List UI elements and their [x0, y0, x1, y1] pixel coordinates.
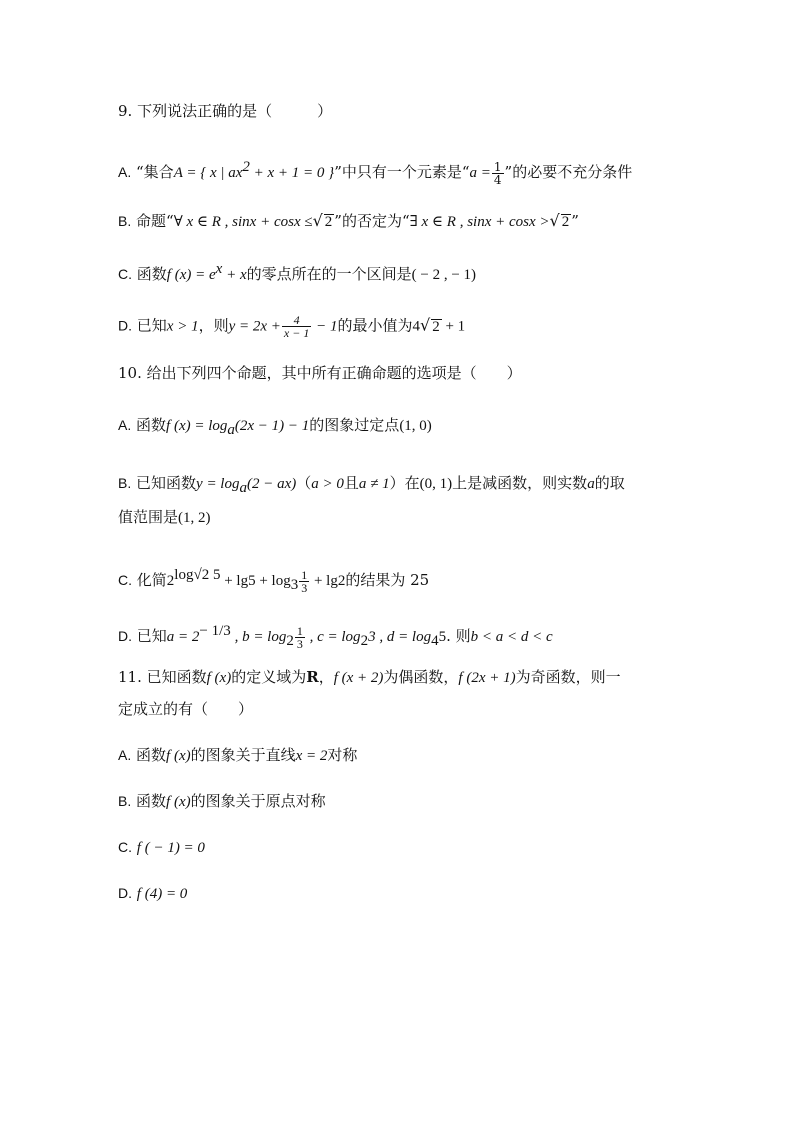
text: 函数 [136, 416, 167, 434]
text: （ [296, 474, 312, 492]
fraction [282, 314, 311, 339]
text: “集合 [136, 163, 174, 181]
math-sub: a [239, 480, 247, 496]
math: f (2x + 1) [458, 670, 516, 686]
math: f (x) = e [166, 267, 216, 283]
math: f (x) [206, 670, 232, 686]
text: ）在 [389, 474, 420, 492]
q9-stem-text: 9. 下列说法正确的是（ ） [118, 102, 333, 120]
option-label: C. [118, 572, 132, 588]
math: (1, 0) [399, 418, 432, 434]
option-label: B. [118, 475, 132, 491]
text: 的取 [594, 474, 625, 492]
fraction-den: 3 [301, 580, 308, 595]
text: . 则 [446, 627, 471, 645]
math: + 1 [441, 318, 466, 335]
text: 函数 [136, 746, 167, 764]
option-label: A. [118, 164, 132, 180]
text: 函数 [136, 265, 167, 283]
text: 的图象过定点 [309, 416, 400, 434]
math: 4 [412, 318, 420, 335]
math: f (x) [166, 794, 191, 810]
text: ，则 [198, 316, 229, 335]
math-bold: R [306, 668, 319, 686]
fraction-num: 4 [282, 314, 311, 327]
math: + x [222, 267, 247, 283]
text: 已知 [136, 316, 167, 335]
option-label: C. [118, 266, 132, 282]
fraction [492, 161, 504, 186]
fraction-den: 3 [296, 636, 303, 651]
math-sup: − 1/3 [199, 623, 231, 639]
math: = { x | ax [182, 165, 243, 181]
text: 的图象关于原点对称 [190, 792, 326, 810]
option-label: B. [118, 793, 132, 809]
text: ， [318, 668, 334, 686]
fraction-num: 1 [301, 567, 308, 582]
text: 为偶函数， [383, 668, 459, 686]
radicand: 2 [432, 318, 440, 335]
text: ” [571, 212, 579, 230]
text: ”的否定为“ [334, 212, 410, 230]
math: ( − 2 , − 1) [411, 267, 477, 283]
option-label: D. [118, 317, 132, 334]
q11-stem [118, 666, 621, 689]
text: 的定义域为 [231, 668, 307, 686]
math-sup: x [215, 261, 223, 277]
q11-stem-cont [118, 698, 253, 720]
text: 定成立的有（ ） [118, 700, 254, 718]
math: x = 2 [295, 748, 328, 764]
math: y = log [196, 476, 240, 492]
math: a > 0 [311, 476, 344, 492]
q9-option-d [118, 314, 465, 339]
q10-option-c [118, 564, 429, 596]
sqrt-icon: √ [549, 211, 560, 230]
math: b < a < d < c [470, 629, 553, 645]
q10-option-d [118, 620, 553, 652]
fraction-num: 1 [493, 159, 502, 174]
math: (2x − 1) − 1 [234, 418, 310, 434]
text: 的最小值为 [337, 316, 413, 335]
math: f (x) = log [166, 418, 228, 434]
math: − 1 [312, 318, 338, 335]
fraction [299, 569, 309, 594]
sqrt-icon: √ [419, 315, 431, 335]
text: 已知 [136, 627, 167, 645]
math: ∀ x ∈ R , sinx + cosx ≤ [173, 214, 313, 230]
text: 值范围是 [118, 508, 179, 526]
math: f (4) = 0 [136, 886, 188, 902]
math: , b = log [230, 629, 287, 645]
q10-option-b [118, 472, 625, 499]
math: f (x) [166, 748, 191, 764]
math: a = [469, 165, 491, 181]
text: 函数 [136, 792, 167, 810]
math: 5 [438, 629, 447, 645]
text: 的图象关于直线 [190, 746, 296, 764]
math: 2 [166, 573, 175, 589]
math: + lg5 + log [220, 573, 291, 589]
math-sub: 2 [360, 633, 369, 649]
option-label: A. [118, 747, 132, 763]
math: f ( − 1) = 0 [136, 840, 205, 856]
sqrt-icon: √ [312, 211, 323, 230]
fraction [295, 625, 305, 650]
math: , c = log [305, 629, 361, 645]
text: 的零点所在的一个区间是 [246, 265, 412, 283]
radicand: 2 [324, 214, 333, 230]
math: (1, 2) [178, 510, 211, 526]
text: 化简 [136, 571, 167, 589]
q10-option-b-cont [118, 506, 211, 529]
text: 的结果为 25 [345, 571, 430, 589]
math-sub: 4 [431, 633, 439, 649]
q9-stem [118, 100, 332, 122]
math: x > 1 [166, 318, 199, 335]
q10-stem-text: 10. 给出下列四个命题，其中所有正确命题的选项是（ ） [118, 364, 522, 382]
q11-option-d [118, 882, 187, 905]
math: A [173, 165, 183, 181]
q11-option-a [118, 744, 357, 767]
math-sup: 2 [242, 159, 250, 175]
text: 且 [343, 474, 359, 492]
math-sub: a [227, 422, 235, 438]
math: a ≠ 1 [358, 476, 390, 492]
option-label: D. [118, 628, 132, 644]
option-label: C. [118, 839, 132, 855]
math: (2 − ax) [246, 476, 297, 492]
radicand: 2 [561, 214, 570, 230]
q10-stem [118, 362, 522, 384]
math-sub: 3 [290, 577, 299, 593]
math: a [587, 476, 595, 492]
math: + x + 1 = 0 } [249, 165, 335, 181]
fraction-den: x − 1 [283, 326, 310, 340]
text: ”中只有一个元素是“ [334, 163, 470, 181]
q9-option-a [118, 156, 632, 186]
text: 11. 已知函数 [118, 668, 207, 686]
math: + lg2 [310, 573, 346, 589]
text: 已知函数 [136, 474, 197, 492]
math: y = 2x + [228, 318, 281, 335]
q10-option-a [118, 414, 432, 441]
option-label: D. [118, 885, 132, 901]
text: 为奇函数，则一 [515, 668, 621, 686]
fraction-den: 4 [493, 172, 502, 187]
math: (0, 1) [419, 476, 453, 492]
text: ”的必要不充分条件 [504, 163, 633, 181]
option-label: B. [118, 213, 132, 229]
q9-option-b [118, 210, 579, 233]
q9-option-c [118, 258, 476, 286]
text: 命题“ [136, 212, 174, 230]
math: f (x + 2) [333, 670, 384, 686]
math: ∃ x ∈ R , sinx + cosx > [409, 214, 550, 230]
math-sup: log√2 5 [174, 567, 221, 583]
math: 3 , d = log [368, 629, 432, 645]
option-label: A. [118, 417, 132, 433]
q11-option-c [118, 836, 205, 859]
math-sub: 2 [286, 633, 294, 649]
text: 上是减函数，则实数 [452, 474, 588, 492]
math: a = 2 [166, 629, 200, 645]
text: 对称 [327, 746, 358, 764]
fraction-num: 1 [296, 623, 303, 638]
q11-option-b [118, 790, 326, 813]
